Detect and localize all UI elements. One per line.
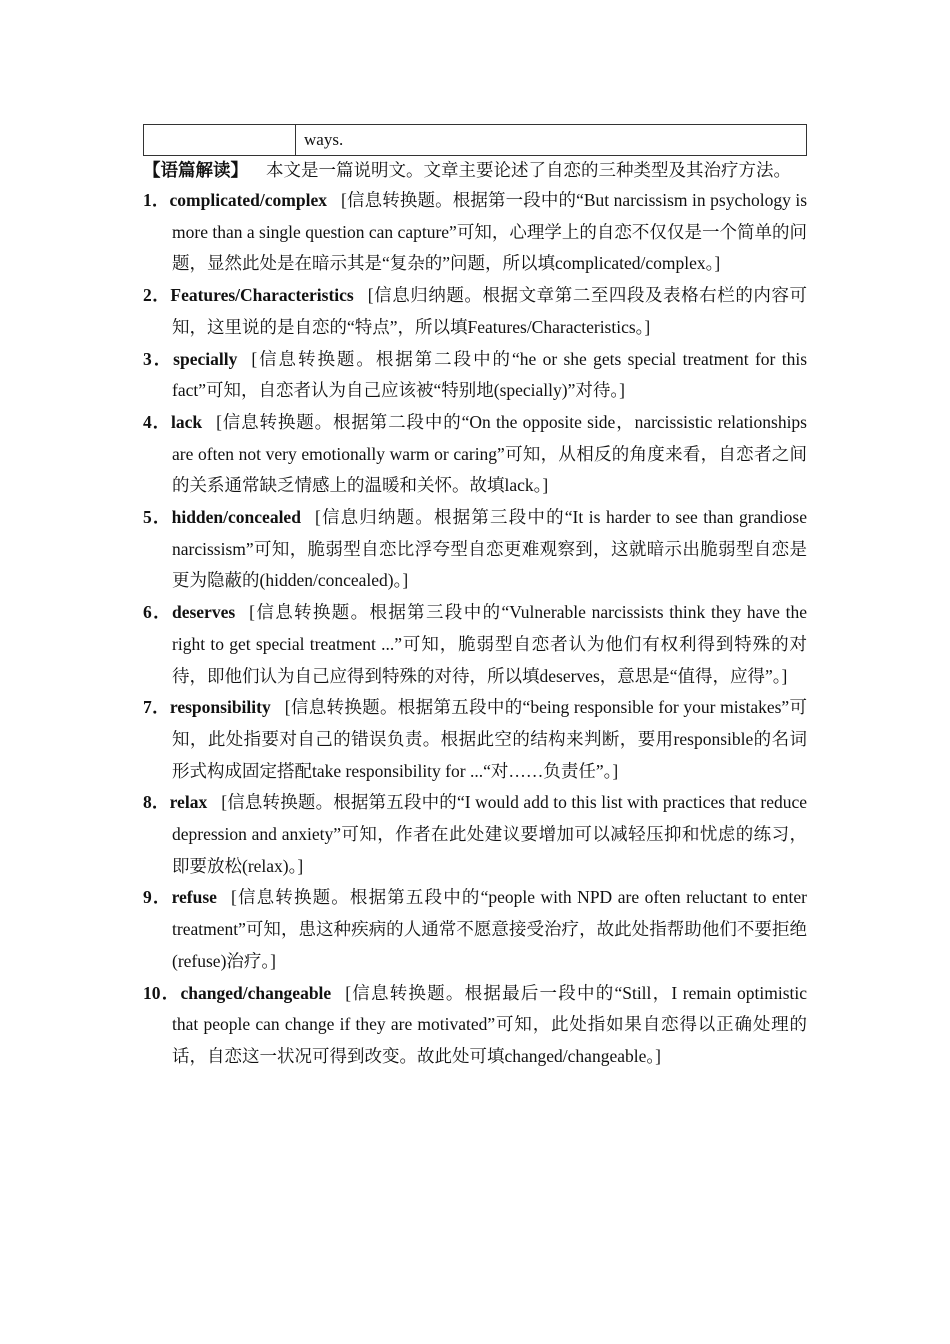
item-explanation: [信息转换题。根据第三段中的“Vulnerable narcissists think they have the right to get special treatment ...”可知，脆弱型自恋者认为他们有权利得到特殊的对待，即他们认为自己应得到特殊的对待，所以填deserves，意思是“值得，应得”。]	[172, 602, 808, 686]
answer-item	[143, 185, 807, 280]
item-explanation: [信息转换题。根据第五段中的“people with NPD are often reluctant to enter treatment”可知，患这种疾病的人通常不愿意接受治疗，故此处指帮助他们不要拒绝(refuse)治疗。]	[172, 887, 808, 971]
section-text: 本文是一篇说明文。文章主要论述了自恋的三种类型及其治疗方法。	[266, 160, 791, 180]
item-number: 6．	[143, 602, 172, 623]
item-number: 2．	[143, 285, 171, 306]
item-explanation: [信息转换题。根据第二段中的“he or she gets special treatment for this fact”可知，自恋者认为自己应该被“特别地(specially)”对待。]	[172, 348, 808, 401]
item-explanation: [信息转换题。根据第五段中的“I would add to this list with practices that reduce depression and anxiety”可知，作者在此处建议要增加可以减轻压抑和忧虑的练习，即要放松(relax)。]	[172, 792, 807, 876]
item-answer: responsibility	[169, 697, 271, 718]
item-number: 9．	[143, 887, 172, 908]
item-answer: deserves	[171, 602, 236, 623]
item-answer: refuse	[171, 887, 217, 908]
answer-item	[143, 344, 807, 407]
item-answer: relax	[169, 792, 208, 813]
answer-item	[143, 882, 807, 977]
item-explanation: [信息归纳题。根据文章第二至四段及表格右栏的内容可知，这里说的是自恋的“特点”，所以填Features/Characteristics。]	[172, 285, 808, 337]
answer-item	[143, 787, 807, 882]
item-number: 7．	[143, 697, 170, 718]
continuation-table	[143, 124, 807, 156]
item-explanation: [信息转换题。根据第二段中的“On the opposite side，narcissistic relationships are often not very emotionally warm or caring”可知，从相反的角度来看，自恋者之间的关系通常缺乏情感上的温暖和关怀。故填lack。]	[172, 411, 807, 496]
answer-item	[143, 407, 807, 502]
answer-item	[143, 978, 807, 1073]
item-answer: Features/Characteristics	[170, 285, 354, 306]
item-answer: lack	[170, 411, 203, 432]
item-answer: complicated/complex	[169, 190, 327, 210]
item-explanation: [信息转换题。根据第五段中的“being responsible for your mistakes”可知，此处指要对自己的错误负责。根据此空的结构来判断，要用responsible的名词形式构成固定搭配take responsibility for ...“对……负责任”。]	[172, 697, 807, 781]
item-number: 10．	[143, 982, 181, 1003]
item-explanation: [信息转换题。根据第一段中的“But narcissism in psychology is more than a single question can capture”可知，心理学上的自恋不仅仅是一个简单的问题，显然此处是在暗示其是“复杂的”问题，所以填complicated/complex。]	[172, 190, 808, 274]
item-explanation: [信息归纳题。根据第三段中的“It is harder to see than grandiose narcissism”可知，脆弱型自恋比浮夸型自恋更难观察到，这就暗示出脆弱型自恋是更为隐蔽的(hidden/concealed)。]	[172, 507, 807, 591]
table-cell-left	[144, 125, 296, 156]
item-explanation: [信息转换题。根据最后一段中的“Still，I remain optimistic that people can change if they are motivated”可知，此处指如果自恋得以正确处理的话，自恋这一状况可得到改变。故此处可填changed/changeable。]	[172, 982, 807, 1066]
answer-item	[143, 597, 807, 692]
table-cell-right: ways.	[296, 125, 807, 156]
item-answer: specially	[173, 348, 238, 369]
answer-item	[143, 502, 807, 597]
section-heading: 【语篇解读】	[143, 160, 248, 180]
passage-interpretation	[143, 156, 807, 185]
item-number: 5．	[143, 507, 172, 528]
item-answer: hidden/concealed	[171, 507, 301, 528]
table-row	[144, 125, 807, 156]
document-page	[143, 124, 807, 1073]
item-number: 4．	[143, 411, 171, 432]
item-answer: changed/changeable	[180, 982, 332, 1003]
item-number: 3．	[143, 348, 174, 369]
answer-item	[143, 692, 807, 787]
answer-item	[143, 280, 807, 343]
item-number: 1．	[143, 190, 170, 210]
item-number: 8．	[143, 792, 170, 813]
